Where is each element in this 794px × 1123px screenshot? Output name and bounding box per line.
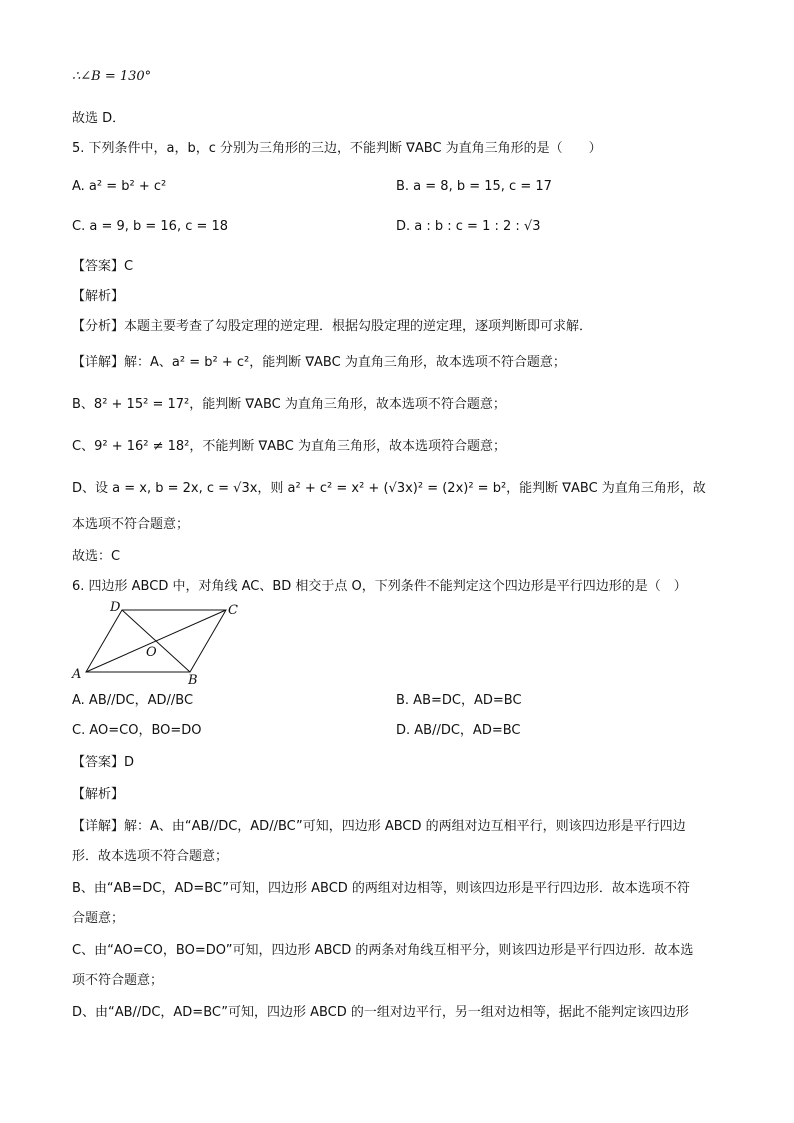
question-6: 6. 四边形 ABCD 中，对角线 AC、BD 相交于点 O，下列条件不能判定这个四边形是平行四边形的是（ ） [72, 579, 687, 594]
label-c: C [228, 603, 238, 618]
answer-5: 【答案】C [72, 259, 134, 274]
choose-5: 故选：C [72, 549, 121, 564]
therefore-line: ∴∠B = 130° [72, 69, 152, 84]
detail-6-b-line1: B、由“AB=DC，AD=BC”可知，四边形 ABCD 的两组对边相等，则该四边形是平行四边形．故本选项不符 [72, 881, 690, 896]
detail-6-a-line2: 形．故本选项不符合题意； [72, 849, 229, 864]
detail-5-d-line1: D、设 a = x, b = 2x, c = √3x，则 a² + c² = x² + (√3x)² = (2x)² = b²，能判断 ∇ABC 为直角三角形，故 [72, 481, 706, 496]
parallelogram-diagram [66, 598, 256, 684]
q5-option-a: A. a² = b² + c² [72, 179, 167, 194]
detail-5-c: C、9² + 16² ≠ 18²，不能判断 ∇ABC 为直角三角形，故本选项符合题意； [72, 439, 507, 454]
label-d: D [110, 600, 121, 615]
analysis-5: 【分析】本题主要考查了勾股定理的逆定理．根据勾股定理的逆定理，逐项判断即可求解． [72, 319, 593, 334]
detail-5-b: B、8² + 15² = 17²，能判断 ∇ABC 为直角三角形，故本选项不符合题意； [72, 397, 506, 412]
q6-option-a: A. AB//DC，AD//BC [72, 693, 194, 708]
detail-6-c-line2: 项不符合题意； [72, 973, 164, 988]
analysis-heading-5: 【解析】 [72, 289, 125, 304]
q6-option-b: B. AB=DC，AD=BC [396, 693, 522, 708]
q5-option-c: C. a = 9, b = 16, c = 18 [72, 219, 229, 234]
q5-option-b: B. a = 8, b = 15, c = 17 [396, 179, 552, 194]
label-o: O [146, 645, 157, 660]
q6-option-d: D. AB//DC，AD=BC [396, 723, 521, 738]
label-b: B [188, 673, 198, 684]
question-5: 5. 下列条件中，a，b，c 分别为三角形的三边，不能判断 ∇ABC 为直角三角形的是（ ） [72, 141, 602, 156]
detail-6-c-line1: C、由“AO=CO，BO=DO”可知，四边形 ABCD 的两条对角线互相平分，则该四边形是平行四边形．故本选 [72, 943, 694, 958]
q6-option-c: C. AO=CO，BO=DO [72, 723, 202, 738]
choose-d-line: 故选 D． [72, 111, 126, 126]
detail-5-d-line2: 本选项不符合题意； [72, 517, 190, 532]
diagonal-bd [122, 610, 190, 672]
q5-option-d: D. a : b : c = 1 : 2 : √3 [396, 219, 541, 234]
analysis-heading-6: 【解析】 [72, 787, 125, 802]
detail-6-d-line1: D、由“AB//DC，AD=BC”可知，四边形 ABCD 的一组对边平行，另一组对边相等，据此不能判定该四边形 [72, 1005, 689, 1020]
detail-5-a: 【详解】解：A、a² = b² + c²，能判断 ∇ABC 为直角三角形，故本选项不符合题意； [72, 355, 566, 370]
detail-6-b-line2: 合题意； [72, 911, 125, 926]
detail-6-a-line1: 【详解】解：A、由“AB//DC，AD//BC”可知，四边形 ABCD 的两组对边互相平行，则该四边形是平行四边 [72, 819, 686, 834]
answer-6: 【答案】D [72, 755, 135, 770]
label-a: A [72, 667, 82, 682]
